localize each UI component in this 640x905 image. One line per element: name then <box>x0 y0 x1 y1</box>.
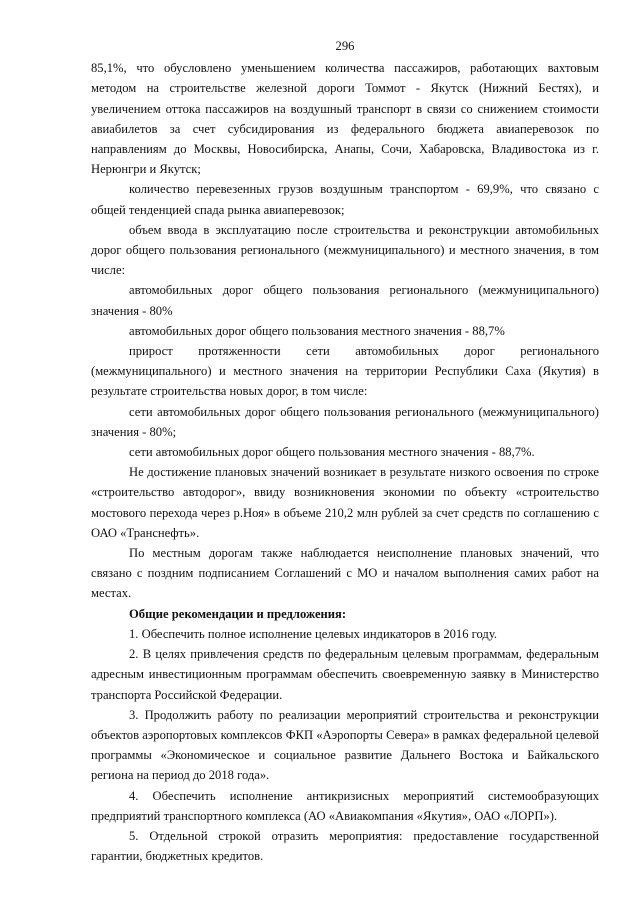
paragraph-1: 85,1%, что обусловлено уменьшением количества пассажиров, работающих вахтовым методом на строительстве железной дороги Томмот - Якутск (Нижний Бестях), и увеличением оттока пассажиров на воздушный транспорт в связи со снижением стоимости авиабилетов за счет субсидирования из федерального бюджета авиаперевозок по направлениям до Москвы, Новосибирска, Анапы, Сочи, Хабаровска, Владивостока из г. Нерюнгри и Якутск; <box>91 61 599 177</box>
paragraph-3: объем ввода в эксплуатацию после строительства и реконструкции автомобильных дорог общего пользования регионального (межмуниципального) и местного значения, в том числе: <box>91 222 599 278</box>
page-number: 296 <box>335 39 355 53</box>
paragraph-10: По местным дорогам также наблюдается неисполнение плановых значений, что связано с поздним подписанием Соглашений с МО и началом выполнения самих работ на местах. <box>91 546 599 601</box>
paragraph-9: Не достижение плановых значений возникает в результате низкого освоения по строке «строительство автодорог», ввиду возникновения экономии по объекту «строительство мостового перехода через р.Ноя» в объеме 210,2 млн рублей за счет средств по соглашению с ОАО «Транснефть». <box>91 465 599 540</box>
paragraph-4: автомобильных дорог общего пользования регионального (межмуниципального) значения - 80% <box>91 283 599 318</box>
recommendation-5: 5. Отдельной строкой отразить мероприятия: предоставление государственной гарантии, бюджетных кредитов. <box>91 828 599 864</box>
recommendations-heading: Общие рекомендации и предложения: <box>129 606 347 621</box>
recommendation-3: 3. Продолжить работу по реализации мероприятий строительства и реконструкции объектов аэропортовых комплексов ФКП «Аэропорты Севера» в рамках федеральной целевой программы «Экономическое и социальное развитие Дальнего Востока и Байкальского региона на период до 2018 года». <box>91 707 599 783</box>
recommendation-1: 1. Обеспечить полное исполнение целевых индикаторов в 2016 году. <box>129 626 498 641</box>
paragraph-5: автомобильных дорог общего пользования местного значения - 88,7% <box>129 323 505 338</box>
paragraph-7: сети автомобильных дорог общего пользования регионального (межмуниципального) значения - 80%; <box>91 404 599 439</box>
recommendation-2: 2. В целях привлечения средств по федеральным целевым программам, федеральным адресным инвестиционным программам обеспечить своевременную заявку в Министерство транспорта Российской Федерации. <box>91 647 599 702</box>
paragraph-2: количество перевезенных грузов воздушным транспортом - 69,9%, что связано с общей тенденцией спада рынка авиаперевозок; <box>91 182 599 217</box>
paragraph-6: прирост протяженности сети автомобильных дорог регионального (межмуниципального) и местного значения на территории Республики Саха (Якутия) в результате строительства новых дорог, в том числе: <box>91 344 599 399</box>
document-page <box>91 36 599 866</box>
recommendation-4: 4. Обеспечить исполнение антикризисных мероприятий системообразующих предприятий транспортного комплекса (АО «Авиакомпания «Якутия», ОАО «ЛОРП»). <box>91 788 599 823</box>
paragraph-8: сети автомобильных дорог общего пользования местного значения - 88,7%. <box>129 445 535 460</box>
